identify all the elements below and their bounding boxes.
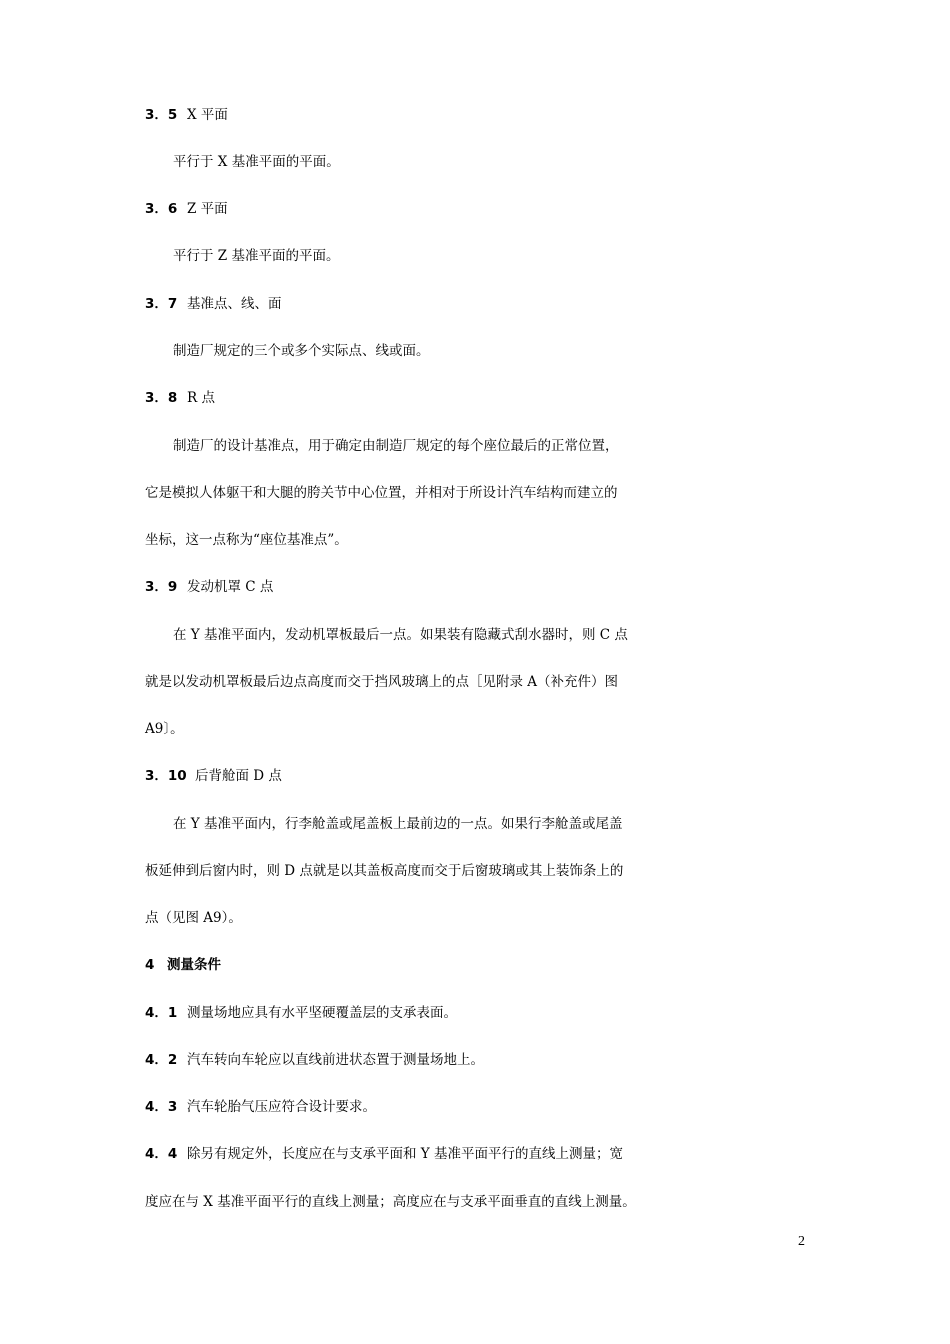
clause-4-2 — [145, 1050, 484, 1070]
paragraph-line: 它是模拟人体躯干和大腿的胯关节中心位置，并相对于所设计汽车结构而建立的 — [145, 485, 618, 501]
section-number: 3．10 — [145, 768, 187, 784]
clause-text: 汽车轮胎气压应符合设计要求。 — [187, 1099, 376, 1115]
paragraph-line: 在 Y 基准平面内，行李舱盖或尾盖板上最前边的一点。如果行李舱盖或尾盖 — [173, 816, 623, 832]
section-number: 3．7 — [145, 296, 178, 312]
section-title: R 点 — [187, 390, 215, 406]
heading-3-8 — [145, 388, 215, 408]
section-title: Z 平面 — [187, 201, 228, 217]
clause-4-1 — [145, 1003, 457, 1023]
heading-3-6 — [145, 199, 228, 219]
section-title: 发动机罩 C 点 — [187, 579, 274, 595]
section-number: 3．5 — [145, 107, 178, 123]
section-title: X 平面 — [187, 107, 228, 123]
section-title: 后背舱面 D 点 — [195, 768, 282, 784]
paragraph-line: 就是以发动机罩板最后边点高度而交于挡风玻璃上的点［见附录 A（补充件）图 — [145, 674, 619, 690]
paragraph-line: 制造厂规定的三个或多个实际点、线或面。 — [173, 343, 430, 359]
paragraph-line: 点（见图 A9）。 — [145, 910, 242, 926]
section-number: 3．8 — [145, 390, 178, 406]
paragraph-line: 平行于 X 基准平面的平面。 — [173, 154, 340, 170]
paragraph-line: 板延伸到后窗内时，则 D 点就是以其盖板高度而交于后窗玻璃或其上装饰条上的 — [145, 863, 624, 879]
paragraph-line: 平行于 Z 基准平面的平面。 — [173, 248, 340, 264]
heading-3-10 — [145, 766, 282, 786]
section-number: 4．2 — [145, 1052, 178, 1068]
paragraph-line: 度应在与 X 基准平面平行的直线上测量；高度应在与支承平面垂直的直线上测量。 — [145, 1194, 636, 1210]
clause-text: 测量场地应具有水平坚硬覆盖层的支承表面。 — [187, 1005, 457, 1021]
paragraph-line: 制造厂的设计基准点，用于确定由制造厂规定的每个座位最后的正常位置， — [173, 438, 619, 454]
paragraph-line: A9〕。 — [145, 721, 184, 737]
paragraph-line: 坐标，这一点称为“座位基准点”。 — [145, 532, 348, 548]
heading-4 — [145, 955, 221, 975]
clause-text: 汽车转向车轮应以直线前进状态置于测量场地上。 — [187, 1052, 484, 1068]
heading-3-7 — [145, 294, 282, 314]
section-title: 测量条件 — [167, 957, 221, 973]
heading-3-9 — [145, 577, 273, 597]
section-number: 4．1 — [145, 1005, 178, 1021]
section-number: 3．9 — [145, 579, 178, 595]
clause-4-4 — [145, 1144, 623, 1164]
paragraph-line: 在 Y 基准平面内，发动机罩板最后一点。如果装有隐藏式刮水器时，则 C 点 — [173, 627, 628, 643]
section-number: 4 — [145, 957, 155, 973]
page-number: 2 — [798, 1234, 805, 1249]
clause-4-3 — [145, 1097, 376, 1117]
section-number: 4．4 — [145, 1146, 178, 1162]
heading-3-5 — [145, 105, 228, 125]
clause-text: 除另有规定外，长度应在与支承平面和 Y 基准平面平行的直线上测量；宽 — [187, 1146, 623, 1162]
section-number: 4．3 — [145, 1099, 178, 1115]
section-number: 3．6 — [145, 201, 178, 217]
section-title: 基准点、线、面 — [187, 296, 282, 312]
